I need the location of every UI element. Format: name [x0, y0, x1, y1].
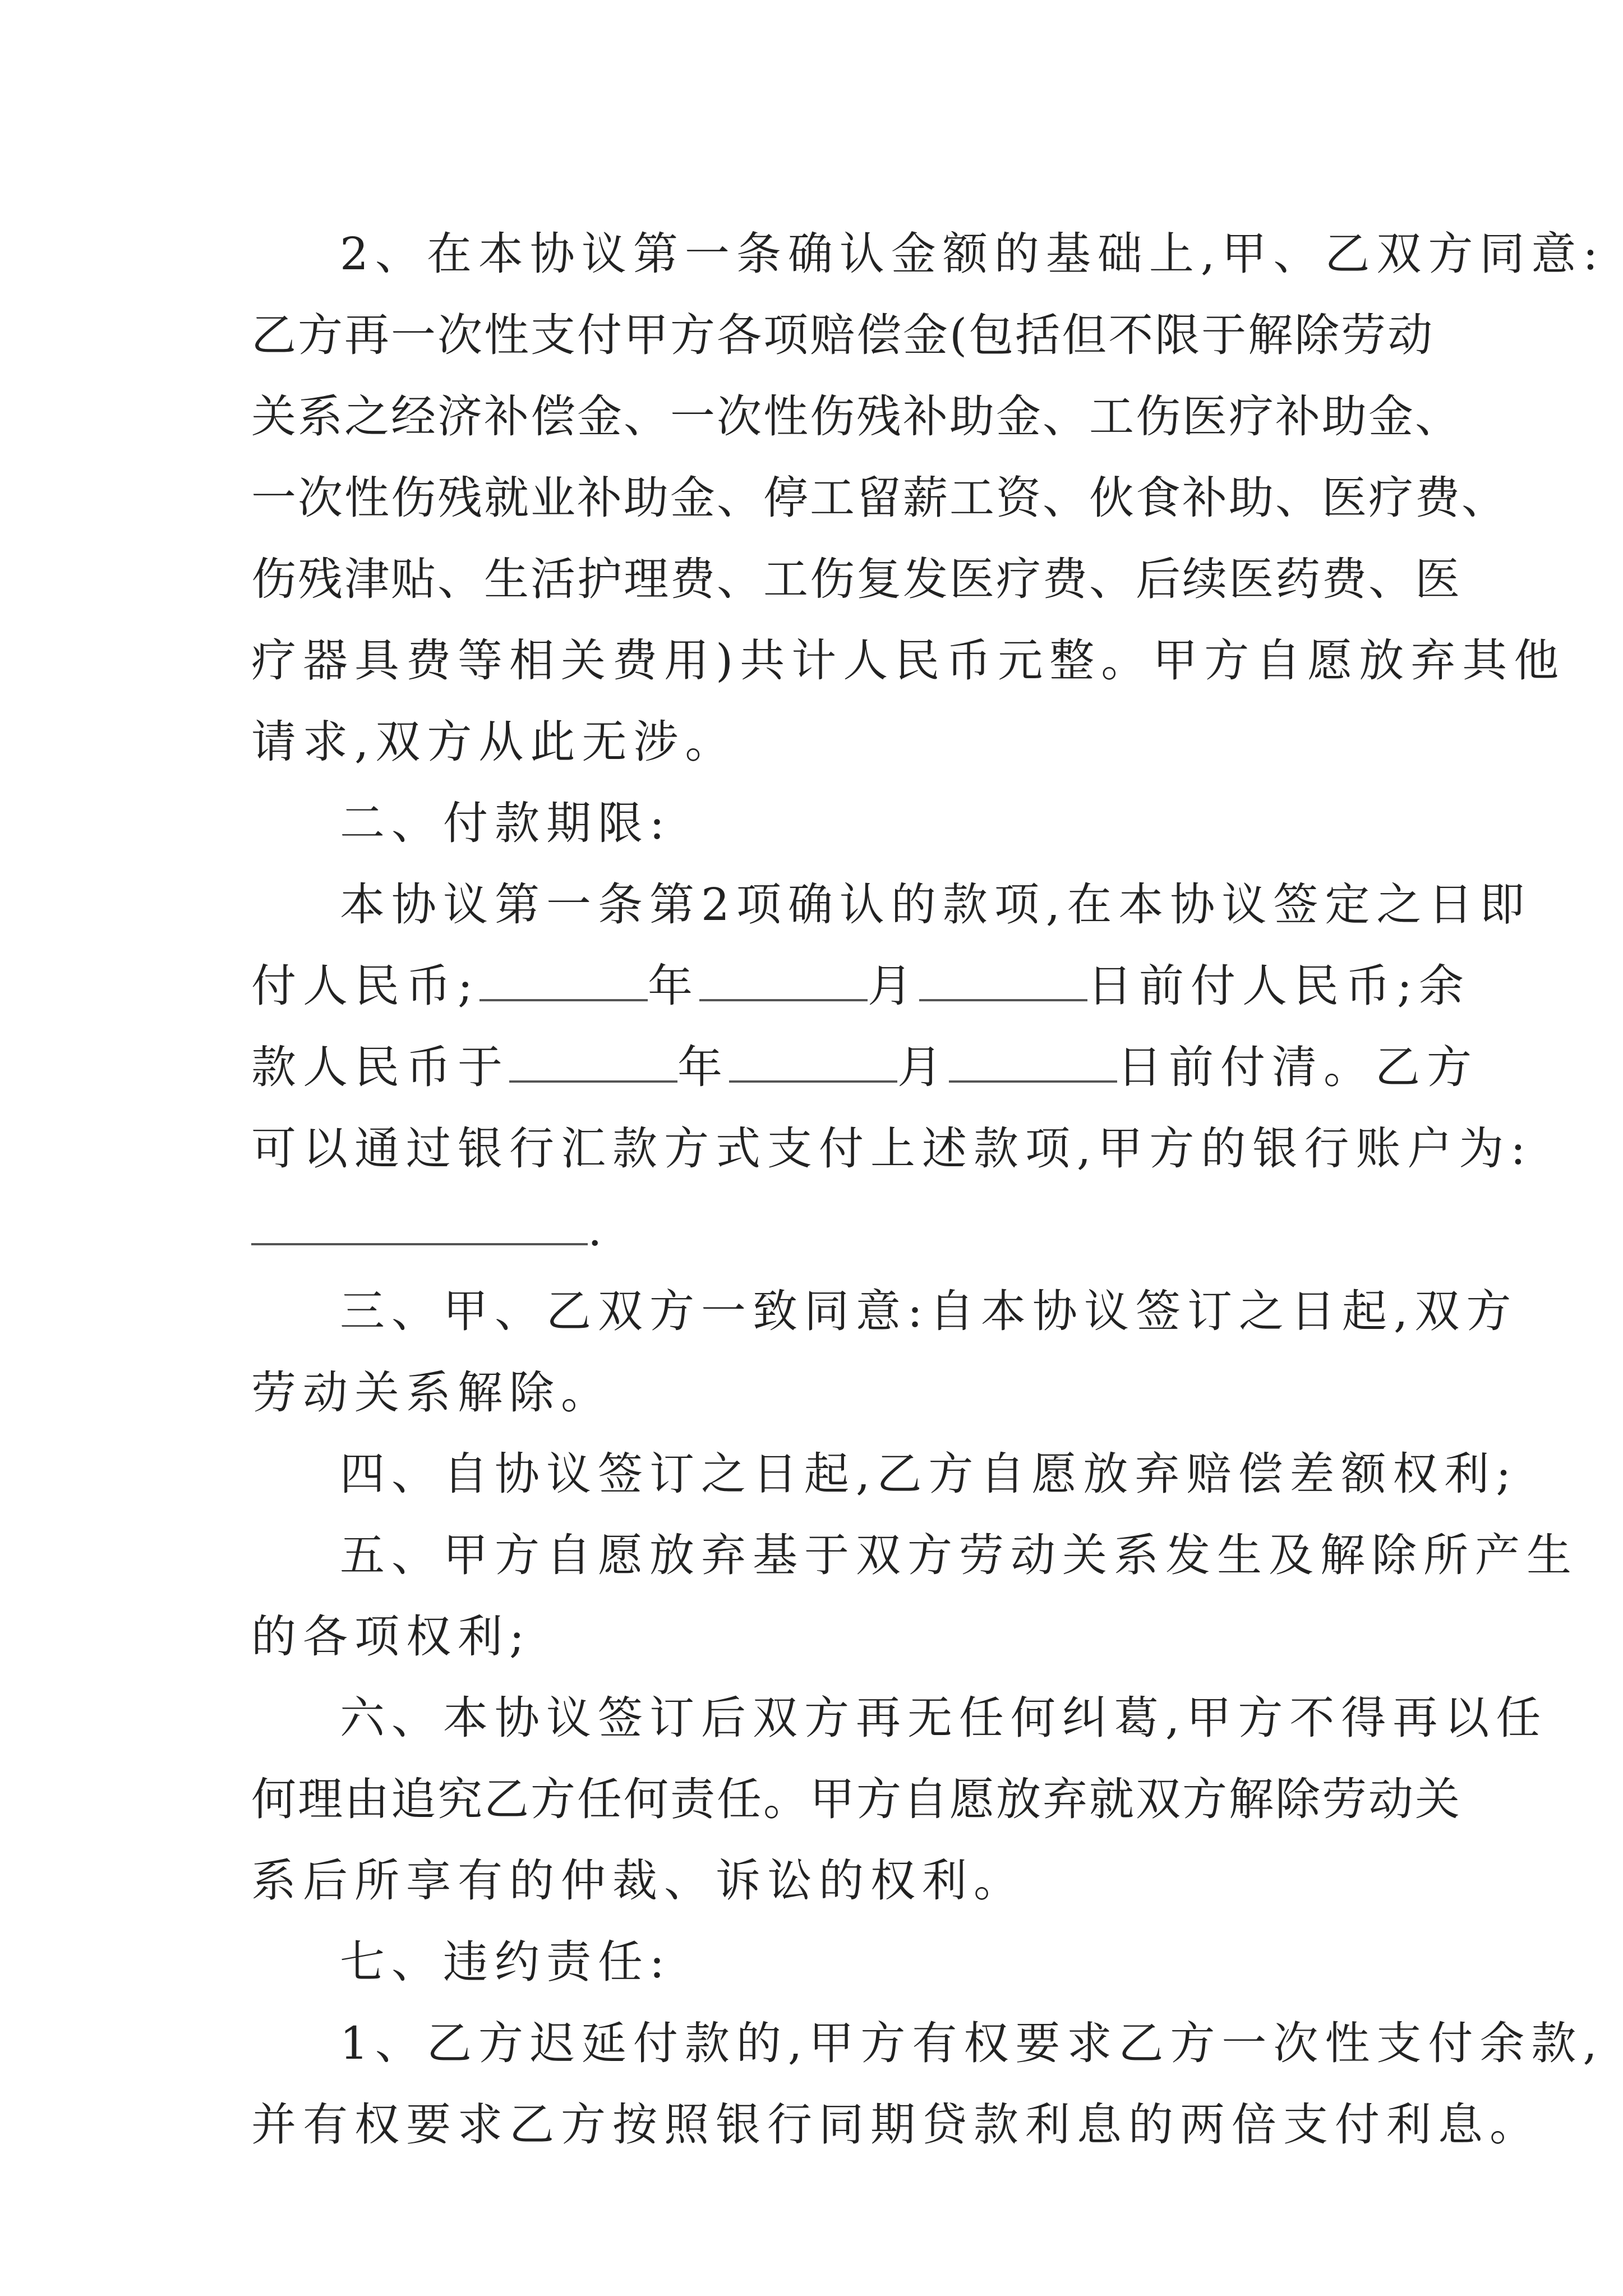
section-7-line-2: 并有权要求乙方按照银行同期贷款利息的两倍支付利息。: [251, 2099, 1541, 2151]
document-body: [251, 213, 1605, 2165]
section-2-line-5: [251, 1189, 1390, 1271]
section-2-line-3-text-d: 日前付清。乙方: [1117, 1041, 1478, 1093]
section-5-line-1: 五、甲方自愿放弃基于双方劳动关系发生及解除所产生: [340, 1529, 1578, 1581]
section-2-line-3-text-b: 年: [677, 1041, 729, 1093]
section-6-line-1: 六、本协议签订后双方再无任何纠葛,甲方不得再以任: [340, 1692, 1548, 1744]
section-7-line-1: 1、乙方迟延付款的,甲方有权要求乙方一次性支付余款,: [340, 2017, 1604, 2069]
section-2-line-3: [251, 1027, 1478, 1108]
section-2-line-5-period: .: [588, 1204, 609, 1256]
section-2-line-1: 本协议第一条第2项确认的款项,在本协议签定之日即: [340, 878, 1532, 931]
section-2-line-2-text-c: 月: [867, 960, 919, 1012]
section-5-line-2: 的各项权利;: [251, 1611, 531, 1663]
section-2-line-3-text-a: 款人民币于: [251, 1041, 509, 1093]
section-6-line-3: 系后所享有的仲裁、诉讼的权利。: [251, 1855, 1025, 1907]
section-2-line-4: 可以通过银行汇款方式支付上述款项,甲方的银行账户为:: [251, 1122, 1533, 1175]
section-2-line-2-text-a: 付人民币;: [251, 960, 479, 1012]
section-2-line-3-text-c: 月: [897, 1041, 949, 1093]
section-3-line-2: 劳动关系解除。: [251, 1366, 612, 1419]
section-2-line-2-text-b: 年: [647, 960, 699, 1012]
section-2-line-2: [251, 945, 1470, 1027]
blank-bank-account[interactable]: [251, 1209, 588, 1245]
clause-2-line-3: 关系之经济补偿金、一次性伤残补助金、工伤医疗补助金、: [251, 390, 1461, 443]
blank-year-1[interactable]: [479, 965, 648, 1001]
section-6-line-2: 何理由追究乙方任何责任。甲方自愿放弃就双方解除劳动关: [251, 1773, 1461, 1825]
clause-2-line-7: 请求,双方从此无涉。: [251, 716, 737, 768]
blank-month-2[interactable]: [729, 1047, 897, 1083]
section-3-line-1: 三、甲、乙双方一致同意:自本协议签订之日起,双方: [340, 1285, 1518, 1337]
clause-2-line-4: 一次性伤残就业补助金、停工留薪工资、伙食补助、医疗费、: [251, 472, 1508, 524]
section-4-line-1: 四、自协议签订之日起,乙方自愿放弃赔偿差额权利;: [340, 1448, 1518, 1500]
blank-day-1[interactable]: [919, 965, 1087, 1001]
blank-year-2[interactable]: [509, 1047, 677, 1083]
clause-2-line-1: 2、在本协议第一条确认金额的基础上,甲、乙双方同意:: [340, 228, 1605, 280]
section-2-line-2-text-d: 日前付人民币;余: [1087, 960, 1470, 1012]
section-2-title: 二、付款期限:: [340, 797, 671, 849]
clause-2-line-2: 乙方再一次性支付甲方各项赔偿金(包括但不限于解除劳动: [251, 309, 1435, 361]
blank-month-1[interactable]: [699, 965, 868, 1001]
clause-2-line-5: 伤残津贴、生活护理费、工伤复发医疗费、后续医药费、医: [251, 553, 1461, 605]
clause-2-line-6: 疗器具费等相关费用)共计人民币元整。甲方自愿放弃其他: [251, 634, 1566, 687]
section-7-title: 七、违约责任:: [340, 1936, 671, 1988]
blank-day-2[interactable]: [949, 1047, 1117, 1083]
